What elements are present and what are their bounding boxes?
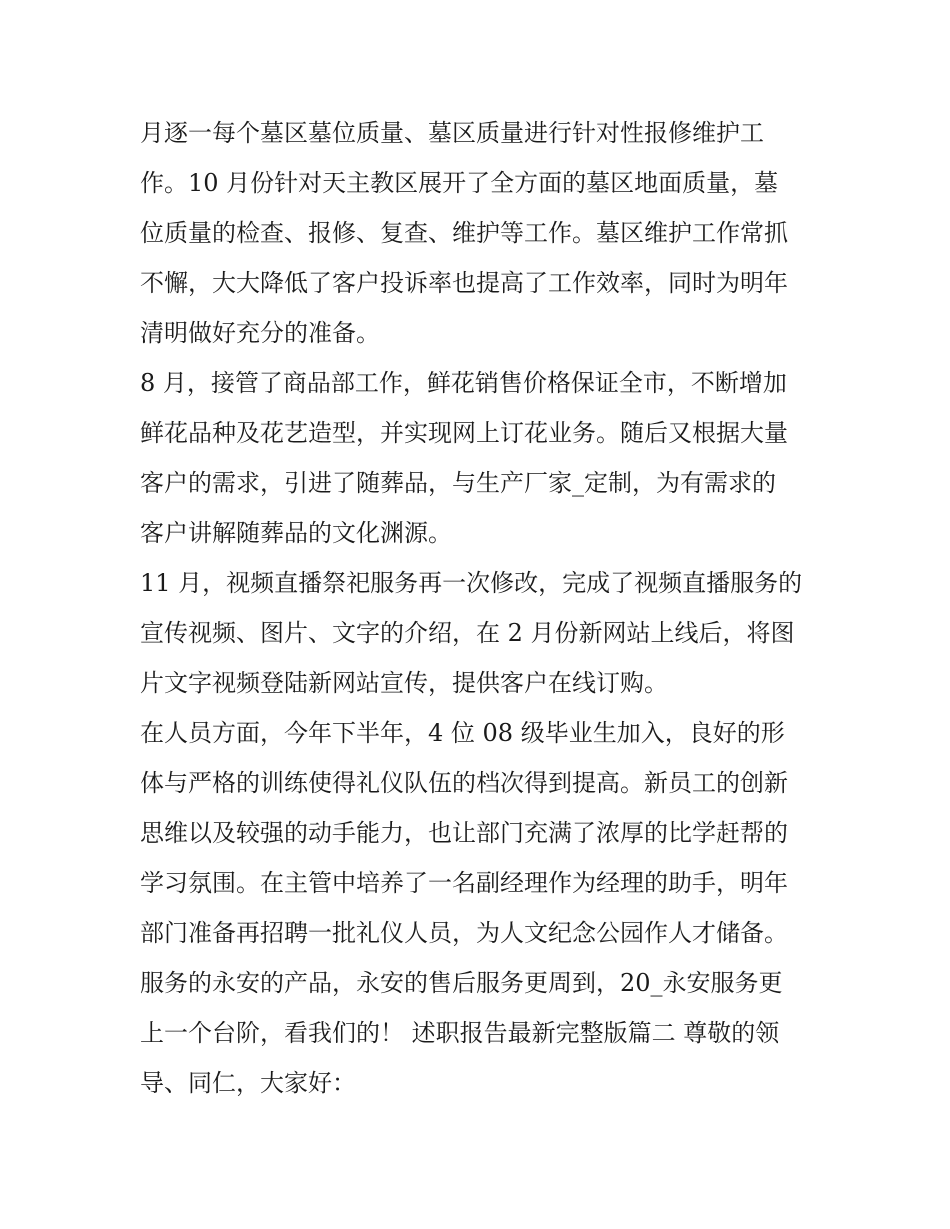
text-line: 位质量的检查、报修、复查、维护等工作。墓区维护工作常抓 — [140, 219, 788, 247]
text-line: 宣传视频、图片、文字的介绍，在 2 月份新网站上线后，将图 — [140, 619, 795, 647]
text-line: 学习氛围。在主管中培养了一名副经理作为经理的助手，明年 — [140, 869, 788, 897]
text-line: 片文字视频登陆新网站宣传，提供客户在线订购。 — [140, 669, 668, 697]
text-line: 月逐一每个墓区墓位质量、墓区质量进行针对性报修维护工 — [140, 119, 764, 147]
text-line: 在人员方面，今年下半年，4 位 08 级毕业生加入，良好的形 — [140, 719, 785, 747]
text-line: 导、同仁，大家好： — [140, 1069, 356, 1097]
text-line: 作。10 月份针对天主教区展开了全方面的墓区地面质量，墓 — [140, 169, 779, 197]
text-line: 服务的永安的产品，永安的售后服务更周到，20_永安服务更 — [140, 969, 783, 997]
text-line: 体与严格的训练使得礼仪队伍的档次得到提高。新员工的创新 — [140, 769, 788, 797]
text-line: 客户的需求，引进了随葬品，与生产厂家_定制，为有需求的 — [140, 469, 776, 497]
text-line: 11 月，视频直播祭祀服务再一次修改，完成了视频直播服务的 — [140, 569, 803, 597]
text-line: 8 月，接管了商品部工作，鲜花销售价格保证全市，不断增加 — [140, 369, 787, 397]
text-line: 鲜花品种及花艺造型，并实现网上订花业务。随后又根据大量 — [140, 419, 788, 447]
text-line: 部门准备再招聘一批礼仪人员，为人文纪念公园作人才储备。 — [140, 919, 788, 947]
text-line: 客户讲解随葬品的文化渊源。 — [140, 519, 452, 547]
text-line: 上一个台阶，看我们的！ 述职报告最新完整版篇二 尊敬的领 — [140, 1019, 780, 1047]
document-body — [140, 108, 820, 1108]
text-line: 不懈，大大降低了客户投诉率也提高了工作效率，同时为明年 — [140, 269, 788, 297]
text-line: 清明做好充分的准备。 — [140, 319, 380, 347]
text-line: 思维以及较强的动手能力，也让部门充满了浓厚的比学赶帮的 — [140, 819, 788, 847]
